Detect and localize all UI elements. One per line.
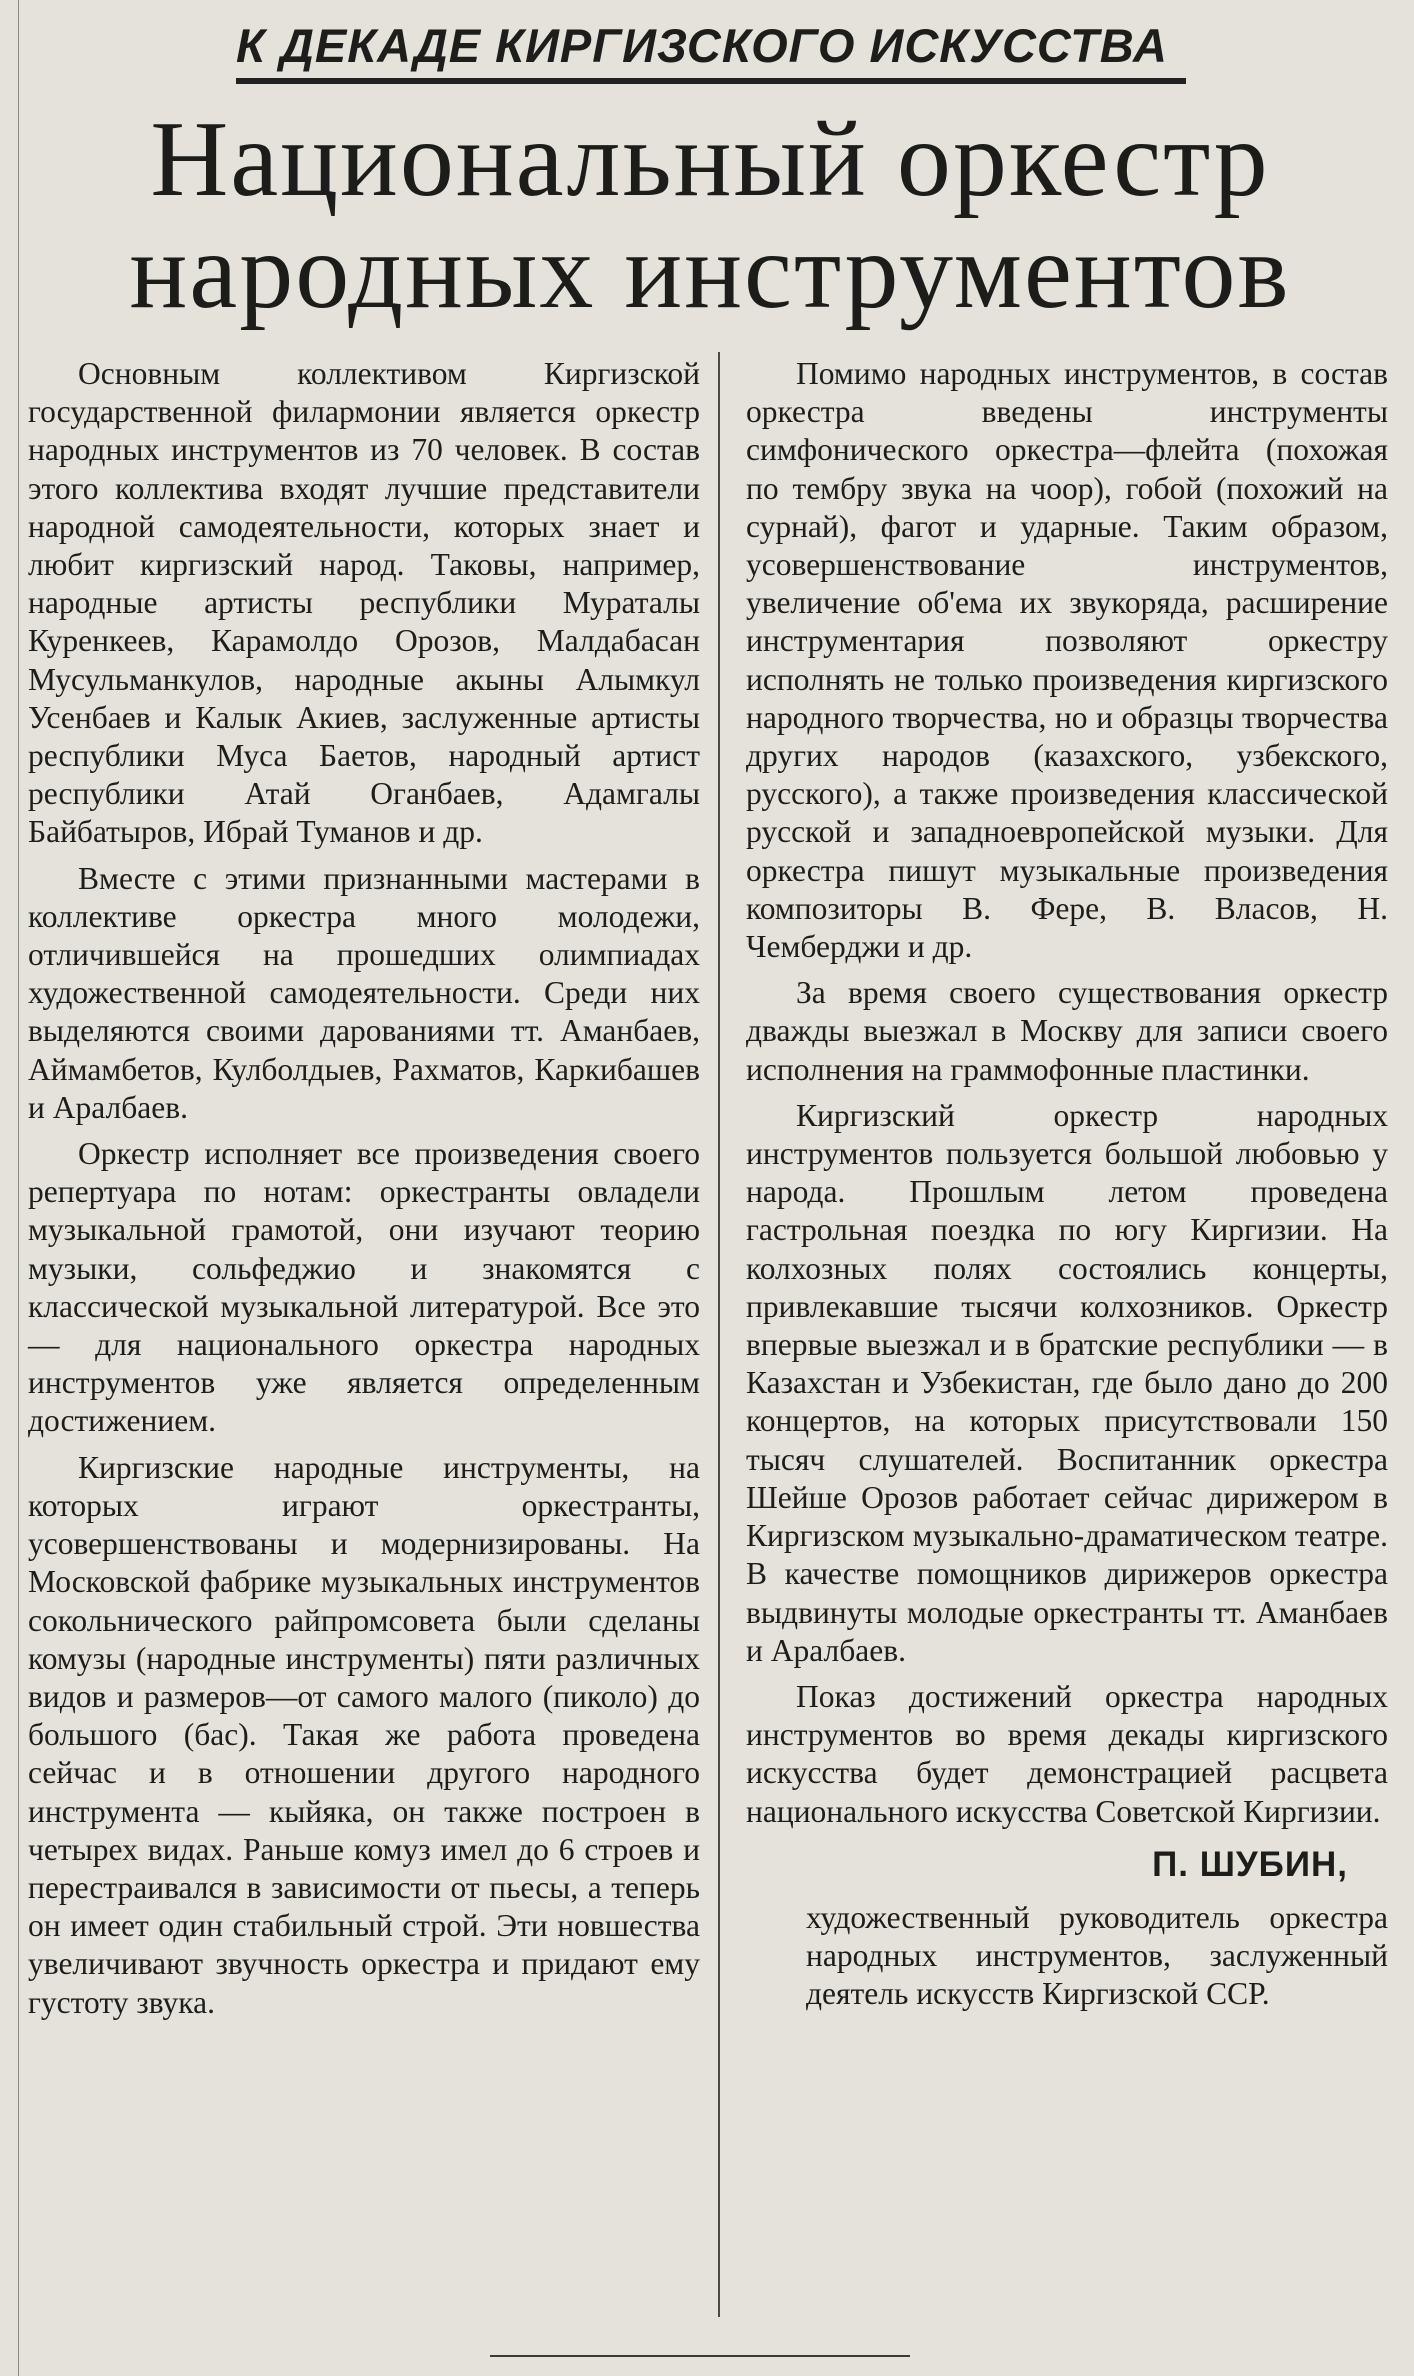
section-rubric: К ДЕКАДЕ КИРГИЗСКОГО ИСКУССТВА — [236, 18, 1186, 84]
paragraph: Киргизский оркестр народных инструментов пользуется большой любовью у народа. Прошлым летом проведена гастрольная поездка по югу Киргизии. На колхозных полях состоялись концерты, привлекавшие тысячи колхозников. Оркестр впервые выезжал и в братские республики — в Казахстан и Узбекистан, где было дано до 200 концертов, на которых присутствовали 150 тысяч слушателей. Воспитанник оркестра Шейше Орозов работает сейчас дирижером в Киргизском музыкально-драматическом театре. В качестве помощников дирижеров оркестра выдвинуты молодые оркестранты тт. Аманбаев и Аралбаев. — [746, 1097, 1388, 1668]
paragraph: Вместе с этими признанными мастерами в коллективе оркестра много молодежи, отличившейся на прошедших олимпиадах художественной самодеятельности. Среди них выделяются своими дарованиями тт. Аманбаев, Аймамбетов, Кулболдыев, Рахматов, Каркибашев и Аралбаев. — [28, 860, 700, 1125]
article-column-left — [28, 355, 700, 2030]
page-edge-margin — [4, 0, 19, 2376]
paragraph: Киргизские народные инструменты, на которых играют оркестранты, усовершенствованы и модернизированы. На Московской фабрике музыкальных инструментов сокольнического райпромсовета были сделаны комузы (народные инструменты) пяти различных видов и размеров—от самого малого (пиколо) до большого (бас). Такая же работа проведена сейчас и в отношении другого народного инструмента — кыйяка, он также построен в четырех видах. Раньше комуз имел до 6 строев и перестраивался в зависимости от пьесы, а теперь он имеет один стабильный строй. Эти новшества увеличивают звучность оркестра и придают ему густоту звука. — [28, 1449, 700, 2020]
headline-line-1: Национальный оркестр — [150, 100, 1270, 219]
bottom-rule — [490, 2355, 910, 2357]
article-column-right — [746, 355, 1388, 2013]
paragraph: Основным коллективом Киргизской государственной филармонии является оркестр народных инструментов из 70 человек. В состав этого коллектива входят лучшие представители народной самодеятельности, которых знает и любит киргизский народ. Таковы, например, народные артисты республики Мураталы Куренкеев, Карамолдо Орозов, Малдабасан Мусульманкулов, народные акыны Алымкул Усенбаев и Калык Акиев, заслуженные артисты республики Муса Баетов, народный артист республики Атай Оганбаев, Адамгалы Байбатыров, Ибрай Туманов и др. — [28, 356, 700, 850]
column-divider — [718, 352, 720, 2317]
headline-line-2: народных инструментов — [129, 212, 1291, 331]
paragraph: Показ достижений оркестра народных инструментов во время декады киргизского искусства будет демонстрацией расцвета национального искусства Советской Киргизии. — [746, 1678, 1388, 1829]
article-headline — [60, 100, 1360, 331]
author-signature: П. ШУБИН, — [1152, 1844, 1348, 1884]
paragraph: Оркестр исполняет все произведения своего репертуара по нотам: оркестранты овладели музыкальной грамотой, они изучают теорию музыки, сольфеджио и знакомятся с классической музыкальной литературой. Все это — для национального оркестра народных инструментов уже является определенным достижением. — [28, 1136, 700, 1439]
paragraph: За время своего существования оркестр дважды выезжал в Москву для записи своего исполнения на граммофонные пластинки. — [746, 975, 1388, 1087]
author-title: художественный руководитель оркестра народных инструментов, заслуженный деятель искусств Киргизской ССР. — [806, 1899, 1388, 2011]
paragraph: Помимо народных инструментов, в состав оркестра введены инструменты симфонического оркестра—флейта (похожая по тембру звука на чоор), гобой (похожий на сурнай), фагот и ударные. Таким образом, усовершенствование инструментов, увеличение об'ема их звукоряда, расширение инструментария позволяют оркестру исполнять не только произведения киргизского народного творчества, но и образцы творчества других народов (казахского, узбекского, русского), а также произведения классической русской и западноевропейской музыки. Для оркестра пишут музыкальные произведения композиторы В. Фере, В. Власов, Н. Чемберджи и др. — [746, 356, 1388, 965]
